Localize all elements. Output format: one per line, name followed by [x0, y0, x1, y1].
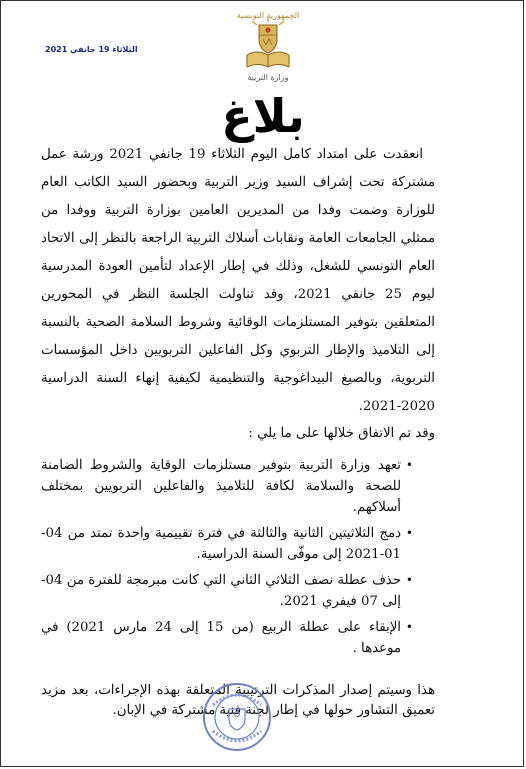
emblem-icon — [233, 11, 303, 73]
list-item — [41, 617, 435, 659]
document-body — [41, 141, 435, 721]
list-item — [41, 523, 435, 565]
main-paragraph: انعقدت على امتداد كامل اليوم الثلاثاء 19 جانفي 2021 ورشة عمل مشتركة تحت إشراف السيد وزير التربية وبحضور السيد الكاتب العام للوزارة وضمت وفدا من المديرين العامين بوزارة التربية ووفدا من ممثلي الجامعات العامة ونقابات أسلاك التربية الراجعة بالنظر إلى الاتحاد العام التونسي للشغل، وذلك في إطار الإعداد لتأمين العودة المدرسية ليوم 25 جانفي 2021، وقد تناولت الجلسة النظر في المحورين المتعلقين بتوفير المستلزمات الوقائية وشروط السلامة الصحية بالنسبة إلى التلاميذ والإطار التربوي وكل الفاعلين التربويين داخل المؤسسات التربوية، وبالصيغ البيداغوجية والتنظيمية لكيفية إنهاء السنة الدراسية 2020-2021. — [41, 147, 435, 414]
official-stamp-icon — [201, 681, 273, 753]
list-item — [41, 570, 435, 612]
bullet-icon: • — [405, 573, 413, 587]
list-item-text: تعهد وزارة التربية بتوفير مستلزمات الوقاية والشروط الضامنة للصحة والسلامة لكافة للتلاميذ والفاعلين التربويين بمختلف أسلاكهم. — [41, 458, 401, 515]
list-item-text: الإبقاء على عطلة الربيع (من 15 إلى 24 مارس 2021) في موعدها . — [41, 620, 401, 656]
agreement-intro: وقد تم الاتفاق خلالها على ما يلي : — [248, 426, 435, 441]
ministry-emblem — [233, 11, 303, 89]
date-label: الثلاثاء 19 جانفي 2021 — [45, 45, 138, 54]
list-item-text: دمج الثلاثيتين الثانية والثالثة في فترة تقييمية واحدة تمتد من 04-01-2021 إلى موفّى السنة الدراسية. — [41, 526, 401, 562]
bullet-icon: • — [405, 620, 413, 634]
bullet-icon: • — [405, 526, 413, 540]
closing-paragraph: هذا وسيتم إصدار المذكرات الترتيبية المتعلقة بهذه الإجراءات، بعد مزيد تعميق التشاور حولها في إطار لجنة فنية مشتركة في الإبان. — [41, 683, 435, 718]
republic-label: الجمهورية التونسية — [236, 11, 300, 20]
bullet-icon: • — [405, 458, 413, 472]
list-item-text: حذف عطلة نصف الثلاثي الثاني التي كانت مبرمجة للفترة من 04-إلى 07 فيفري 2021. — [41, 573, 401, 609]
ministry-label: وزارة التربية — [247, 73, 289, 82]
agreement-list — [41, 455, 435, 659]
list-item — [41, 455, 435, 518]
document-title: بلاغ — [221, 89, 305, 143]
